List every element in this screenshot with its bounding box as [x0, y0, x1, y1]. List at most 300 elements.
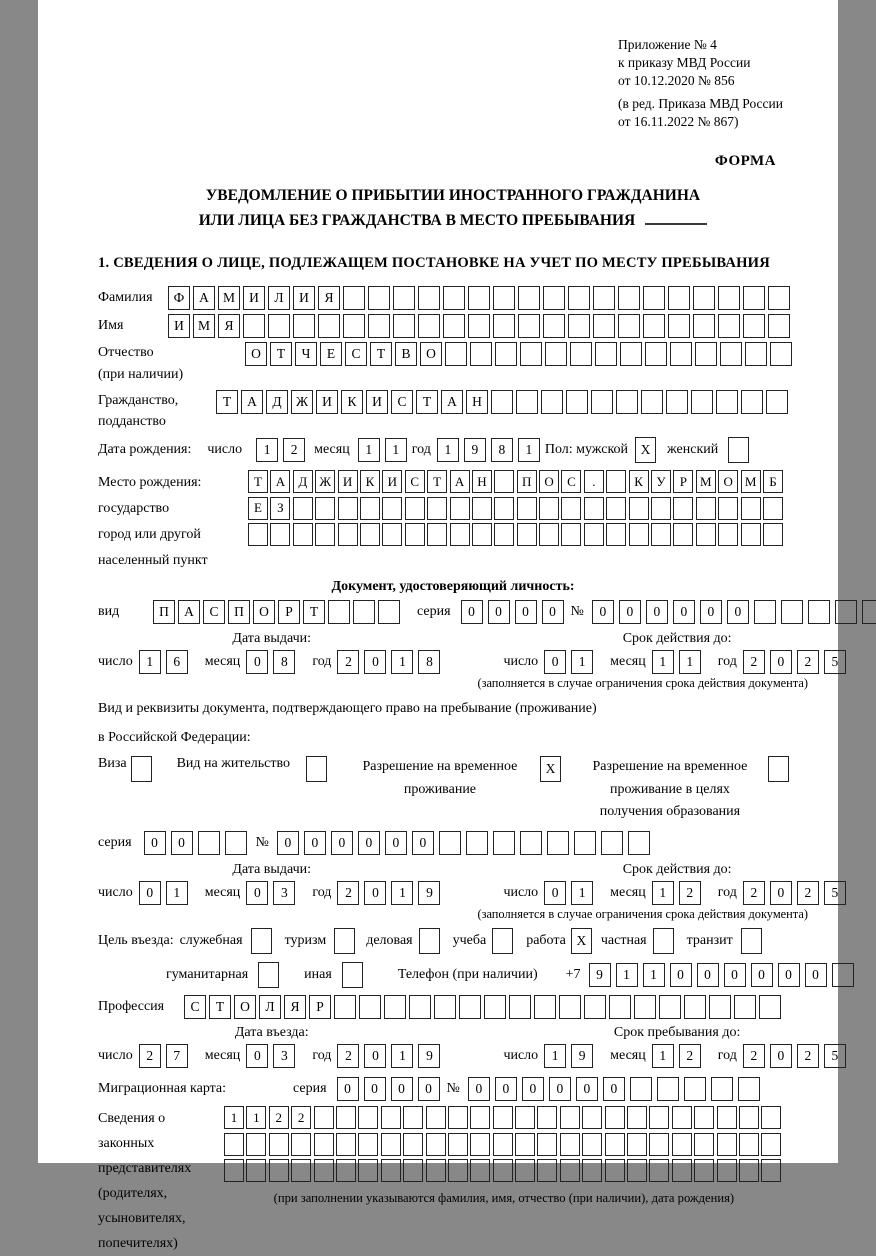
phone-prefix: +7	[565, 967, 581, 983]
char-box: 0	[246, 881, 268, 905]
char-box: 0	[337, 1077, 359, 1101]
char-box	[618, 314, 640, 338]
char-box: 0	[727, 600, 749, 624]
char-box	[539, 523, 559, 546]
char-box: Р	[673, 470, 693, 493]
legal-reps-block	[98, 1106, 808, 1256]
char-box	[315, 497, 335, 520]
char-box: Е	[248, 497, 268, 520]
char-box: В	[395, 342, 417, 366]
char-box: 1	[358, 438, 380, 462]
char-box	[741, 497, 761, 520]
issue-day-boxes	[139, 650, 193, 674]
char-box	[649, 1106, 669, 1129]
char-box	[668, 286, 690, 310]
char-box	[609, 995, 631, 1019]
char-box	[832, 963, 854, 987]
char-box: 3	[273, 1044, 295, 1068]
char-box	[225, 831, 247, 855]
char-box	[761, 1106, 781, 1129]
char-box	[761, 1133, 781, 1156]
char-box: 1	[616, 963, 638, 987]
purpose-other-checkbox	[342, 962, 366, 988]
birth-place-label-line4: населенный пункт	[98, 553, 208, 569]
char-box	[517, 497, 537, 520]
expiry-date-col	[503, 862, 850, 905]
char-box	[659, 995, 681, 1019]
char-box	[378, 600, 400, 624]
issue-date-line	[98, 881, 445, 905]
month-label: месяц	[610, 885, 646, 901]
char-box: 2	[679, 881, 701, 905]
birth-place-boxes	[248, 470, 785, 550]
char-box: 1	[571, 650, 593, 674]
char-box	[343, 314, 365, 338]
citizenship-row	[98, 390, 808, 433]
char-box	[426, 1159, 446, 1182]
char-box: О	[539, 470, 559, 493]
char-box	[568, 286, 590, 310]
char-box	[393, 286, 415, 310]
char-box	[336, 1133, 356, 1156]
char-box	[509, 995, 531, 1019]
char-box	[403, 1133, 423, 1156]
char-box: Ж	[291, 390, 313, 414]
birth-place-label-line3: город или другой	[98, 527, 201, 543]
char-box: С	[391, 390, 413, 414]
char-box	[568, 314, 590, 338]
purpose-work-checkbox	[571, 928, 595, 954]
temp-residence-edu-label	[580, 756, 760, 823]
char-box: 1	[518, 438, 540, 462]
char-box	[293, 497, 313, 520]
char-box: П	[517, 470, 537, 493]
char-box: 9	[571, 1044, 593, 1068]
char-box	[629, 497, 649, 520]
char-box: Н	[466, 390, 488, 414]
patronymic-label-line2: (при наличии)	[98, 367, 184, 383]
citizenship-label	[98, 390, 216, 433]
purpose-study-label: учеба	[452, 933, 487, 949]
char-box	[246, 1159, 266, 1182]
char-box	[601, 831, 623, 855]
stay-until-head: Срок пребывания до:	[613, 1025, 741, 1041]
temp-residence-label	[350, 756, 530, 801]
char-box	[584, 995, 606, 1019]
char-box	[515, 1106, 535, 1129]
char-box	[269, 1133, 289, 1156]
char-box	[358, 1106, 378, 1129]
birth-place-label-line1: Место рождения:	[98, 475, 202, 491]
char-box	[493, 1133, 513, 1156]
form-title-line2-text: ИЛИ ЛИЦА БЕЗ ГРАЖДАНСТВА В МЕСТО ПРЕБЫВАНИЯ	[198, 211, 636, 229]
birth-place-row2	[248, 497, 785, 520]
char-box	[537, 1106, 557, 1129]
identity-doc-dates	[98, 631, 839, 674]
char-box	[582, 1133, 602, 1156]
char-box	[696, 497, 716, 520]
char-box: И	[316, 390, 338, 414]
char-box	[743, 286, 765, 310]
entry-day-boxes	[139, 1044, 193, 1068]
purpose-official-checkbox	[251, 928, 275, 954]
char-box: И	[243, 286, 265, 310]
char-box	[368, 314, 390, 338]
temp-residence-edu-checkbox	[768, 756, 792, 782]
char-box: 0	[364, 650, 386, 674]
sex-female-label: женский	[667, 442, 719, 458]
day-label: число	[207, 442, 243, 458]
char-box: И	[338, 470, 358, 493]
char-box	[574, 831, 596, 855]
month-label: месяц	[204, 885, 241, 901]
char-box: 0	[304, 831, 326, 855]
purpose-official-label: служебная	[179, 933, 243, 949]
purpose-row	[98, 928, 808, 954]
char-box	[293, 314, 315, 338]
char-box: 1	[224, 1106, 244, 1129]
char-box: 1	[652, 650, 674, 674]
birth-place-label	[98, 470, 248, 574]
char-box: 0	[391, 1077, 413, 1101]
char-box: К	[341, 390, 363, 414]
char-box	[629, 523, 649, 546]
legal-reps-boxes	[224, 1106, 784, 1206]
char-box: 0	[246, 1044, 268, 1068]
char-box	[318, 314, 340, 338]
char-box: 0	[697, 963, 719, 987]
char-box	[334, 928, 355, 954]
char-box: 0	[549, 1077, 571, 1101]
res-expiry-year-boxes	[743, 881, 851, 905]
char-box: 0	[751, 963, 773, 987]
char-box	[343, 286, 365, 310]
char-box: У	[651, 470, 671, 493]
legal-reps-label-line4: (родителях,	[98, 1186, 168, 1202]
issue-date-col	[98, 862, 445, 905]
res-expiry-day-boxes	[544, 881, 598, 905]
char-box	[547, 831, 569, 855]
stay-month-boxes	[652, 1044, 706, 1068]
char-box: А	[241, 390, 263, 414]
legal-reps-row2	[224, 1133, 784, 1156]
char-box	[641, 390, 663, 414]
char-box	[314, 1133, 334, 1156]
char-box: 1	[391, 1044, 413, 1068]
char-box: 0	[277, 831, 299, 855]
char-box	[745, 342, 767, 366]
char-box	[694, 1159, 714, 1182]
temp-residence-label-line2: проживание	[403, 781, 477, 797]
char-box	[434, 995, 456, 1019]
char-box: 0	[139, 881, 161, 905]
profession-row	[98, 995, 808, 1019]
char-box	[741, 390, 763, 414]
char-box: К	[360, 470, 380, 493]
char-box	[492, 928, 513, 954]
entry-date-line	[98, 1044, 445, 1068]
char-box	[381, 1106, 401, 1129]
day-label: число	[503, 1048, 539, 1064]
char-box: А	[441, 390, 463, 414]
char-box	[248, 523, 268, 546]
char-box	[627, 1159, 647, 1182]
birth-year-boxes	[437, 438, 545, 462]
visa-label: Виза	[98, 756, 127, 772]
char-box	[336, 1106, 356, 1129]
char-box: М	[741, 470, 761, 493]
char-box	[518, 286, 540, 310]
purpose-business-checkbox	[419, 928, 443, 954]
edition-line: от 16.11.2022 № 867)	[618, 113, 739, 129]
char-box: Т	[427, 470, 447, 493]
day-label: число	[98, 1048, 133, 1064]
char-box	[468, 286, 490, 310]
char-box: Ж	[315, 470, 335, 493]
char-box: 2	[283, 438, 305, 462]
char-box: 5	[824, 881, 846, 905]
patronymic-boxes	[245, 342, 795, 366]
char-box: С	[184, 995, 206, 1019]
char-box: 0	[246, 650, 268, 674]
legal-reps-label-line6: попечителях)	[98, 1236, 178, 1252]
char-box: С	[561, 470, 581, 493]
char-box: Т	[370, 342, 392, 366]
migration-card-label: Миграционная карта:	[98, 1081, 227, 1097]
identity-doc-kind-row	[98, 600, 808, 624]
temp-residence-edu-line2: проживание в целях	[610, 781, 730, 797]
char-box	[741, 523, 761, 546]
char-box	[470, 1159, 490, 1182]
char-box: 7	[166, 1044, 188, 1068]
char-box	[494, 497, 514, 520]
char-box: 1	[256, 438, 278, 462]
char-box: 1	[385, 438, 407, 462]
purpose-tourism-label: туризм	[284, 933, 327, 949]
char-box	[314, 1159, 334, 1182]
char-box	[448, 1133, 468, 1156]
char-box: 2	[797, 881, 819, 905]
char-box	[717, 1133, 737, 1156]
sex-male-label: Пол: мужской	[544, 442, 629, 458]
char-box: Д	[293, 470, 313, 493]
char-box	[672, 1159, 692, 1182]
res-issue-month-boxes	[246, 881, 300, 905]
birth-month-boxes	[358, 438, 412, 462]
char-box: Ч	[295, 342, 317, 366]
purpose-tourism-checkbox	[334, 928, 358, 954]
residence-doc-dates	[98, 862, 839, 905]
char-box: 3	[273, 881, 295, 905]
char-box	[634, 995, 656, 1019]
char-box	[520, 342, 542, 366]
residence-series-boxes	[144, 831, 252, 855]
char-box	[743, 314, 765, 338]
char-box: 0	[515, 600, 537, 624]
char-box	[358, 1133, 378, 1156]
char-box	[251, 928, 272, 954]
char-box: 1	[652, 881, 674, 905]
year-label: год	[312, 885, 332, 901]
char-box	[494, 523, 514, 546]
char-box	[493, 1106, 513, 1129]
char-box: А	[178, 600, 200, 624]
char-box: 2	[291, 1106, 311, 1129]
char-box: 9	[464, 438, 486, 462]
series-label: серия	[293, 1081, 327, 1097]
stay-until-col	[503, 1025, 850, 1068]
char-box: 1	[571, 881, 593, 905]
char-box	[360, 523, 380, 546]
entry-month-boxes	[246, 1044, 300, 1068]
char-box	[645, 342, 667, 366]
char-box	[491, 390, 513, 414]
issue-date-head: Дата выдачи:	[232, 631, 312, 647]
char-box	[328, 600, 350, 624]
char-box	[472, 523, 492, 546]
migration-series-boxes	[337, 1077, 445, 1101]
char-box	[472, 497, 492, 520]
char-box	[718, 523, 738, 546]
char-box: 0	[144, 831, 166, 855]
char-box: М	[696, 470, 716, 493]
entry-stay-dates	[98, 1025, 839, 1068]
residence-doc-intro1: Вид и реквизиты документа, подтверждающего право на пребывание (проживание)	[98, 701, 597, 717]
char-box: Р	[309, 995, 331, 1019]
legal-reps-row3	[224, 1159, 784, 1182]
char-box	[666, 390, 688, 414]
restriction-note: (заполняется в случае ограничения срока действия документа)	[477, 907, 808, 922]
char-box	[198, 831, 220, 855]
char-box	[494, 470, 514, 493]
year-label: год	[717, 654, 737, 670]
year-label: год	[411, 442, 431, 458]
char-box	[537, 1159, 557, 1182]
residence-doc-types	[98, 756, 808, 823]
char-box: П	[228, 600, 250, 624]
char-box	[493, 1159, 513, 1182]
char-box	[728, 437, 749, 463]
char-box	[306, 756, 327, 782]
legal-reps-label-line1: Сведения о	[98, 1111, 166, 1127]
birth-date-label: Дата рождения:	[98, 442, 192, 458]
char-box	[605, 1133, 625, 1156]
year-label: год	[717, 1048, 737, 1064]
char-box	[448, 1106, 468, 1129]
char-box	[591, 390, 613, 414]
char-box	[627, 1133, 647, 1156]
char-box	[716, 390, 738, 414]
char-box: Е	[320, 342, 342, 366]
migration-number-boxes	[468, 1077, 765, 1101]
form-title-line1: УВЕДОМЛЕНИЕ О ПРИБЫТИИ ИНОСТРАННОГО ГРАЖДАНИНА	[205, 186, 701, 204]
temp-residence-checkbox	[540, 756, 564, 782]
char-box	[381, 1133, 401, 1156]
char-box: 1	[166, 881, 188, 905]
char-box: О	[253, 600, 275, 624]
char-box: 0	[673, 600, 695, 624]
char-box	[338, 497, 358, 520]
purpose-humanitarian-label: гуманитарная	[166, 967, 249, 983]
char-box	[672, 1106, 692, 1129]
char-box: О	[245, 342, 267, 366]
char-box	[418, 286, 440, 310]
char-box	[291, 1133, 311, 1156]
issue-date-col	[98, 631, 445, 674]
res-issue-day-boxes	[139, 881, 193, 905]
char-box	[718, 286, 740, 310]
char-box	[315, 523, 335, 546]
residence-doc-intro2: в Российской Федерации:	[98, 729, 251, 745]
issue-date-head: Дата выдачи:	[232, 862, 312, 878]
char-box	[628, 831, 650, 855]
char-box	[131, 756, 152, 782]
char-box	[270, 523, 290, 546]
char-box	[693, 314, 715, 338]
char-box: 8	[418, 650, 440, 674]
char-box	[570, 342, 592, 366]
char-box	[543, 314, 565, 338]
phone-digit-boxes	[589, 963, 859, 987]
char-box	[314, 1106, 334, 1129]
char-box	[768, 756, 789, 782]
char-box: 9	[418, 1044, 440, 1068]
appendix-line: от 10.12.2020 № 856	[618, 72, 735, 88]
surname-row	[98, 286, 808, 310]
char-box: 1	[437, 438, 459, 462]
char-box	[768, 286, 790, 310]
char-box	[409, 995, 431, 1019]
char-box	[595, 342, 617, 366]
legal-reps-note: (при заполнении указываются фамилия, имя, отчество (при наличии), дата рождения)	[273, 1191, 735, 1206]
char-box	[384, 995, 406, 1019]
appendix-line: Приложение № 4	[618, 37, 717, 52]
char-box: 0	[576, 1077, 598, 1101]
char-box: 0	[358, 831, 380, 855]
char-box	[246, 1133, 266, 1156]
char-box	[560, 1159, 580, 1182]
char-box	[517, 523, 537, 546]
sex-female-checkbox	[728, 437, 752, 463]
char-box	[606, 523, 626, 546]
char-box: И	[168, 314, 190, 338]
char-box: Т	[303, 600, 325, 624]
year-label: год	[312, 1048, 332, 1064]
char-box: М	[218, 286, 240, 310]
given-name-label: Имя	[98, 318, 124, 334]
char-box	[693, 286, 715, 310]
char-box	[651, 523, 671, 546]
char-box: 2	[139, 1044, 161, 1068]
char-box	[862, 600, 876, 624]
char-box	[739, 1133, 759, 1156]
purpose-work-label: работа	[526, 933, 566, 949]
char-box	[835, 600, 857, 624]
char-box	[695, 342, 717, 366]
identity-doc-heading: Документ, удостоверяющий личность:	[331, 579, 575, 595]
char-box	[224, 1159, 244, 1182]
char-box: 2	[797, 1044, 819, 1068]
char-box: 0	[805, 963, 827, 987]
char-box: 8	[273, 650, 295, 674]
purpose-humanitarian-checkbox	[258, 962, 282, 988]
char-box: А	[450, 470, 470, 493]
stay-year-boxes	[743, 1044, 851, 1068]
expiry-date-line	[503, 650, 850, 674]
birth-place-label-line2: государство	[98, 501, 170, 517]
char-box	[668, 314, 690, 338]
char-box: О	[420, 342, 442, 366]
